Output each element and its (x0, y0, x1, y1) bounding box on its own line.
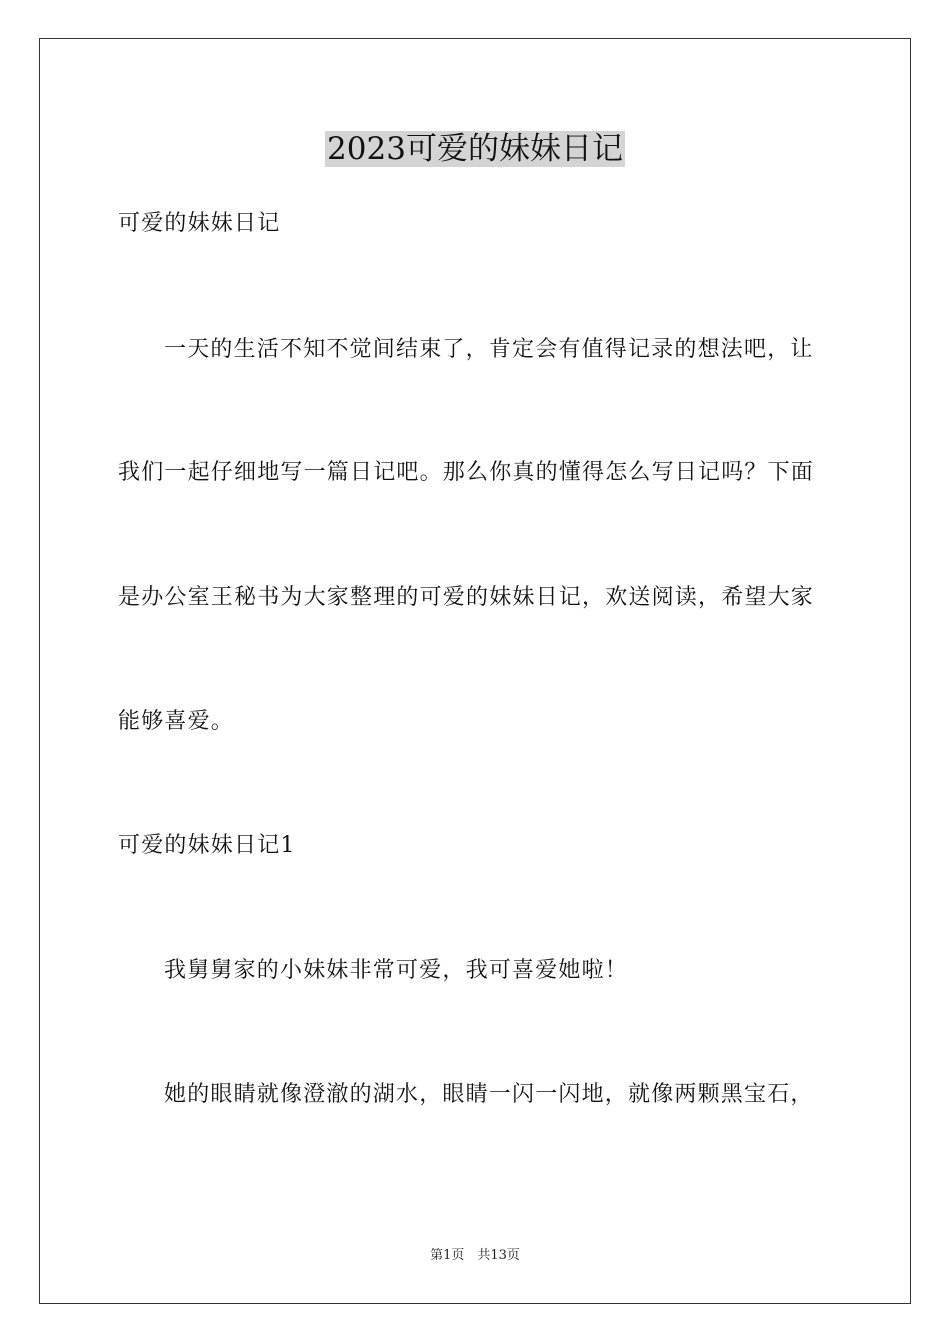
paragraph-line: 我们一起仔细地写一篇日记吧。那么你真的懂得怎么写日记吗？下面 (118, 460, 815, 485)
document-title (0, 128, 950, 170)
paragraph-line: 一天的生活不知不觉间结束了，肯定会有值得记录的想法吧，让 (164, 337, 814, 362)
page-number-footer: 第1页 共13页 (430, 1248, 520, 1263)
section-heading: 可爱的妹妹日记 (118, 211, 281, 236)
paragraph-line: 她的眼睛就像澄澈的湖水，眼睛一闪一闪地，就像两颗黑宝石， (164, 1082, 814, 1107)
paragraph-line: 能够喜爱。 (118, 709, 235, 734)
paragraph-line: 我舅舅家的小妹妹非常可爱，我可喜爱她啦！ (164, 958, 629, 983)
document-title-text: 2023可爱的妹妹日记 (327, 131, 623, 167)
section-heading: 可爱的妹妹日记1 (118, 833, 296, 858)
paragraph-line: 是办公室王秘书为大家整理的可爱的妹妹日记，欢送阅读，希望大家 (118, 585, 815, 610)
